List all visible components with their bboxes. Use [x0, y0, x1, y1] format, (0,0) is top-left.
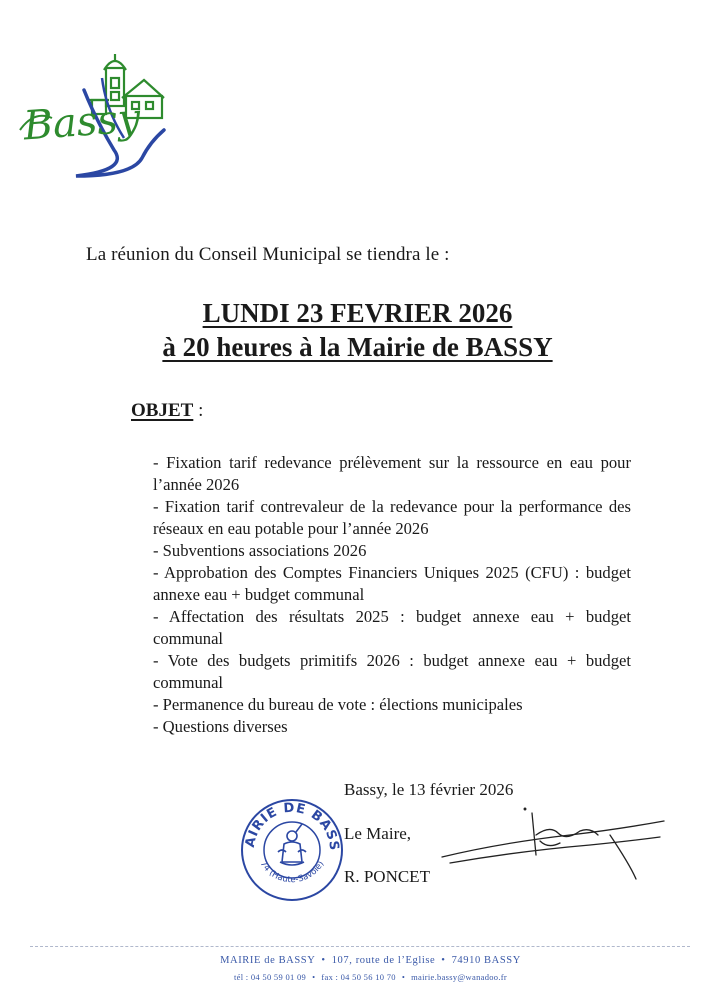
footer-org: MAIRIE de BASSY: [220, 955, 316, 966]
stamp-bottom-text: 74 (Haute-Savoie): [257, 859, 327, 886]
footer-address: MAIRIE de BASSY • 107, route de l’Eglise • 74910 BASSY: [220, 955, 521, 966]
agenda-item: - Fixation tarif contrevaleur de la redevance pour la performance des réseaux en eau potable pour l’année 2026: [153, 497, 631, 538]
handwritten-signature-icon: [440, 805, 670, 885]
svg-text:74 (Haute-Savoie): [258, 859, 327, 885]
footer-fax: fax : 04 50 56 10 70: [321, 972, 396, 982]
footer-divider: [30, 946, 690, 947]
footer-postal: 74910 BASSY: [451, 955, 521, 966]
mairie-stamp-icon: [236, 792, 348, 904]
footer-street: 107, route de l’Eglise: [331, 955, 436, 966]
meeting-time-place-heading: à 20 heures à la Mairie de BASSY: [162, 332, 553, 362]
agenda-item: - Questions diverses: [153, 717, 288, 736]
agenda-item: - Subventions associations 2026: [153, 541, 367, 560]
agenda-item: - Fixation tarif redevance prélèvement sur la ressource en eau pour l’année 2026: [153, 453, 631, 494]
intro-text: La réunion du Conseil Municipal se tiendra le :: [86, 244, 450, 265]
objet-heading: [131, 400, 203, 422]
stamp-top-text: AIRIE DE BASS: [242, 800, 342, 852]
place-date: Bassy, le 13 février 2026: [344, 780, 514, 799]
objet-label: OBJET: [131, 400, 194, 421]
agenda-list: [153, 452, 631, 738]
footer-email: mairie.bassy@wanadoo.fr: [411, 972, 508, 982]
mayor-title: Le Maire,: [344, 824, 412, 843]
objet-suffix: :: [193, 400, 204, 421]
agenda-item: - Affectation des résultats 2025 : budget annexe eau + budget communal: [153, 607, 631, 648]
agenda-item: - Vote des budgets primitifs 2026 : budget annexe eau + budget communal: [153, 651, 631, 692]
footer-tel: tél : 04 50 59 01 09: [233, 972, 307, 982]
agenda-item: - Permanence du bureau de vote : élections municipales: [153, 695, 523, 714]
footer-contact: tél : 04 50 59 01 09 • fax : 04 50 56 10 70 • mairie.bassy@wanadoo.fr: [233, 972, 508, 982]
svg-text:Bassy: Bassy: [22, 95, 142, 150]
mayor-name: R. PONCET: [344, 867, 430, 886]
meeting-date-heading: LUNDI 23 FEVRIER 2026: [202, 298, 513, 328]
bassy-logo-icon: [14, 50, 184, 180]
agenda-item: - Approbation des Comptes Financiers Uniques 2025 (CFU) : budget annexe eau + budget communal: [153, 563, 631, 604]
